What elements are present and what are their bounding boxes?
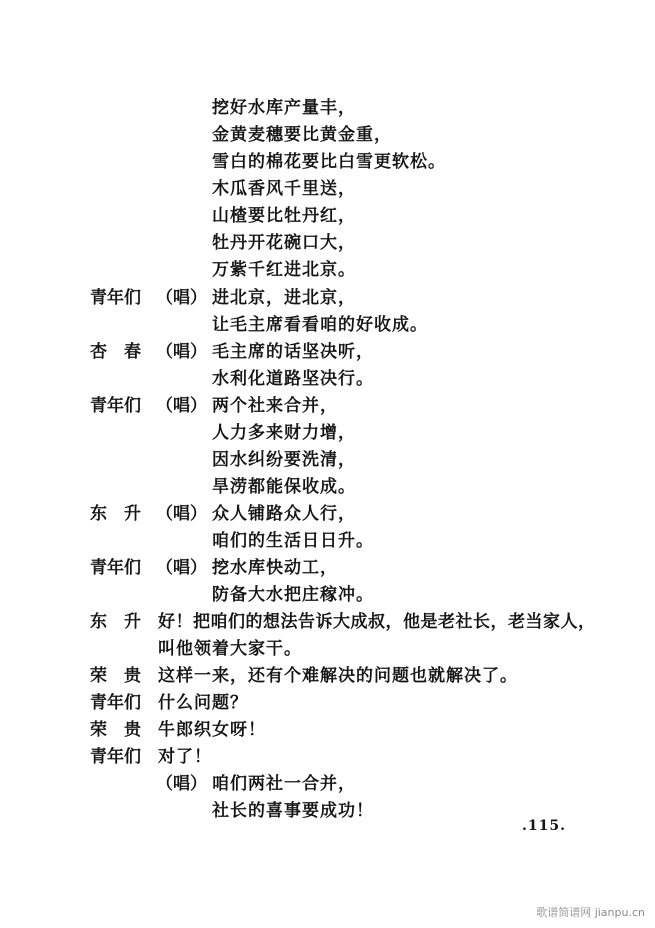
- dialogue-line: 人力多来财力增，: [212, 423, 356, 443]
- stage-cue: （唱）: [156, 288, 207, 308]
- speaker-name: 青年们: [90, 558, 141, 578]
- speaker-name: 青年们: [90, 288, 141, 308]
- dialogue-line: 毛主席的话坚决听，: [212, 342, 374, 362]
- dialogue-line: 叫他领着大家干。: [158, 639, 302, 659]
- dialogue-line: 咱们两社一合并，: [212, 774, 356, 794]
- verse-line: 雪白的棉花要比白雪更软松。: [212, 152, 446, 172]
- dialogue-line: 什么问题？: [158, 693, 248, 713]
- stage-cue: （唱）: [156, 504, 207, 524]
- dialogue-line: 对了！: [158, 747, 212, 767]
- verse-line: 山楂要比牡丹红，: [212, 206, 356, 226]
- speaker-name: 青年们: [90, 396, 141, 416]
- verse-line: 牡丹开花碗口大，: [212, 233, 356, 253]
- dialogue-line: 水利化道路坚决行。: [212, 369, 374, 389]
- watermark: 歌谱简谱网 jianpu.cn: [536, 906, 645, 919]
- verse-line: 木瓜香风千里送，: [212, 179, 356, 199]
- dialogue-line: 好！把咱们的想法告诉大成叔，他是老社长，老当家人，: [158, 612, 596, 632]
- dialogue-line: 牛郎织女呀！: [158, 720, 266, 740]
- speaker-name: 青年们: [90, 693, 141, 713]
- dialogue-line: 社长的喜事要成功！: [212, 801, 374, 821]
- dialogue-line: 旱涝都能保收成。: [212, 477, 356, 497]
- dialogue-line: 因水纠纷要洗清，: [212, 450, 356, 470]
- dialogue-line: 挖水库快动工，: [212, 558, 338, 578]
- stage-cue: （唱）: [156, 774, 207, 794]
- dialogue-line: 防备大水把庄稼冲。: [212, 585, 374, 605]
- dialogue-line: 众人铺路众人行，: [212, 504, 356, 524]
- dialogue-line: 让毛主席看看咱的好收成。: [212, 315, 428, 335]
- verse-line: 金黄麦穗要比黄金重，: [212, 125, 392, 145]
- verse-line: 万紫千红进北京。: [212, 260, 356, 280]
- speaker-name: 杏 春: [90, 342, 141, 362]
- dialogue-line: 两个社来合并，: [212, 396, 338, 416]
- speaker-name: 青年们: [90, 747, 141, 767]
- page-number: .115.: [522, 818, 566, 834]
- speaker-name: 荣 贵: [90, 720, 141, 740]
- stage-cue: （唱）: [156, 558, 207, 578]
- dialogue-line: 这样一来，还有个难解决的问题也就解决了。: [158, 666, 518, 686]
- verse-line: 挖好水库产量丰，: [212, 98, 356, 118]
- speaker-name: 荣 贵: [90, 666, 141, 686]
- stage-cue: （唱）: [156, 396, 207, 416]
- speaker-name: 东 升: [90, 504, 141, 524]
- dialogue-line: 咱们的生活日日升。: [212, 531, 374, 551]
- dialogue-line: 进北京，进北京，: [212, 288, 356, 308]
- stage-cue: （唱）: [156, 342, 207, 362]
- speaker-name: 东 升: [90, 612, 141, 632]
